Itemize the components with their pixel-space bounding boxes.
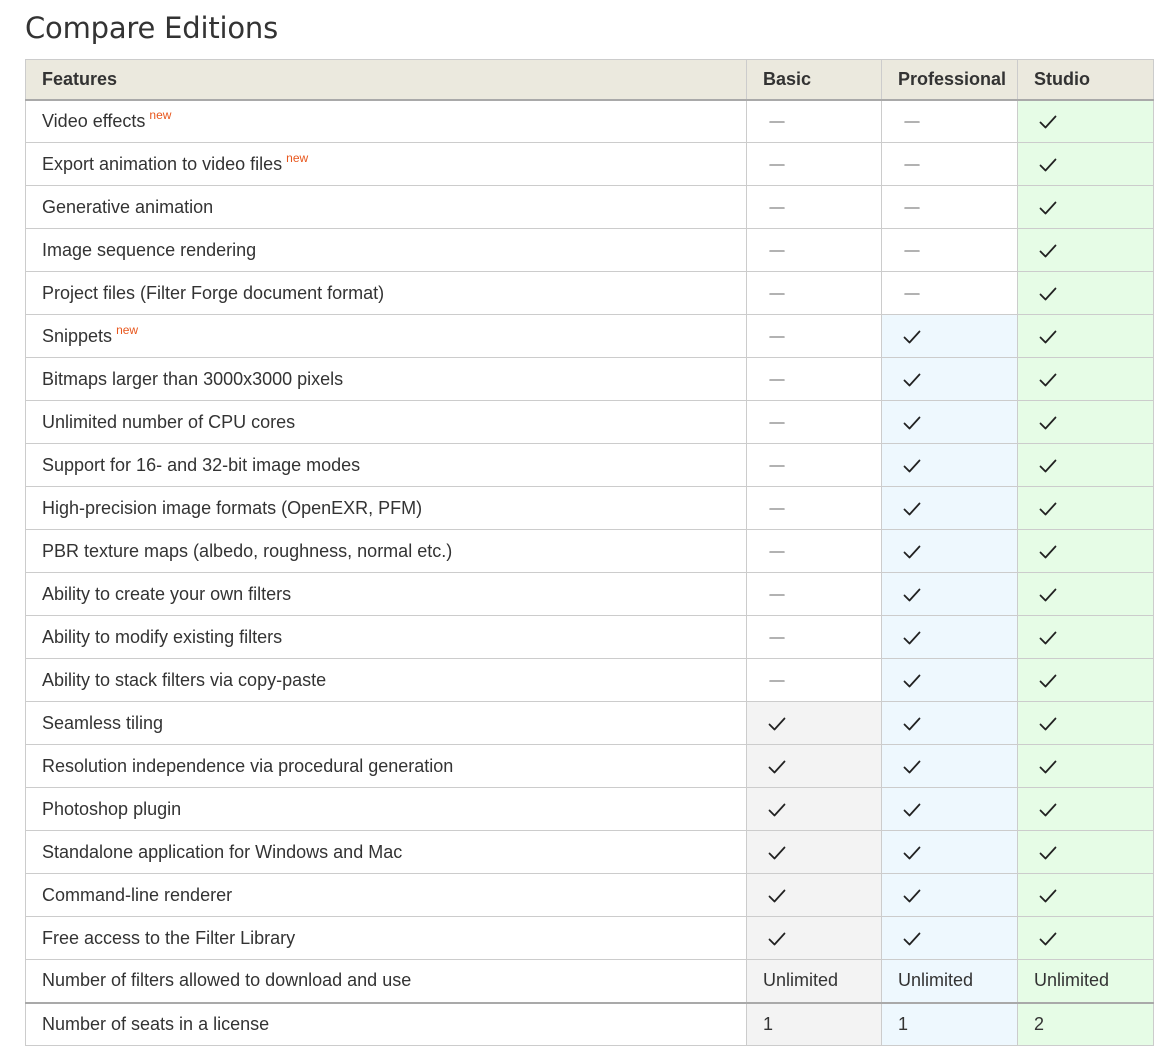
professional-cell [882,487,1018,530]
table-body [26,100,1154,1046]
feature-name: Ability to stack filters via copy-paste [42,669,327,690]
dash-icon [902,241,922,261]
basic-cell [747,401,882,444]
check-icon [767,886,787,906]
dash-icon [767,112,787,132]
professional-cell [882,100,1018,143]
studio-cell [1018,487,1154,530]
header-professional: Professional [882,60,1018,100]
header-basic: Basic [747,60,882,100]
check-icon [1038,112,1058,132]
professional-cell [882,358,1018,401]
feature-name: Command-line renderer [42,884,233,905]
feature-name: Support for 16- and 32-bit image modes [42,454,361,475]
studio-value: Unlimited [1034,970,1110,991]
feature-name: Ability to modify existing filters [42,626,283,647]
check-icon [902,370,922,390]
feature-cell [26,874,747,917]
professional-cell [882,401,1018,444]
basic-cell [747,272,882,315]
check-icon [902,714,922,734]
header-studio: Studio [1018,60,1154,100]
dash-icon [902,198,922,218]
basic-cell [747,100,882,143]
professional-cell [882,444,1018,487]
feature-name: Seamless tiling [42,712,164,733]
studio-cell [1018,616,1154,659]
feature-cell [26,788,747,831]
basic-cell [747,487,882,530]
professional-value: 1 [898,1013,909,1034]
dash-icon [767,628,787,648]
check-icon [902,542,922,562]
check-icon [902,929,922,949]
feature-cell [26,444,747,487]
basic-cell [747,960,882,1003]
check-icon [1038,929,1058,949]
check-icon [902,327,922,347]
feature-name: High-precision image formats (OpenEXR, PFM) [42,497,423,518]
table-row [26,444,1154,487]
new-badge: new [116,322,139,337]
feature-cell [26,960,747,1003]
basic-cell [747,917,882,960]
studio-cell [1018,917,1154,960]
table-row [26,272,1154,315]
table-row [26,831,1154,874]
studio-cell [1018,100,1154,143]
dash-icon [767,198,787,218]
studio-cell [1018,573,1154,616]
basic-cell [747,143,882,186]
studio-cell [1018,702,1154,745]
studio-cell [1018,186,1154,229]
professional-cell [882,659,1018,702]
feature-cell [26,616,747,659]
feature-cell [26,315,747,358]
professional-cell [882,229,1018,272]
table-row [26,702,1154,745]
check-icon [1038,843,1058,863]
professional-cell [882,573,1018,616]
professional-cell [882,530,1018,573]
feature-name: Bitmaps larger than 3000x3000 pixels [42,368,344,389]
feature-cell [26,573,747,616]
check-icon [1038,413,1058,433]
basic-cell [747,229,882,272]
basic-cell [747,358,882,401]
check-icon [902,843,922,863]
dash-icon [767,155,787,175]
check-icon [1038,241,1058,261]
table-row [26,487,1154,530]
studio-cell [1018,444,1154,487]
basic-cell [747,186,882,229]
dash-icon [767,413,787,433]
check-icon [767,843,787,863]
feature-cell [26,831,747,874]
dash-icon [767,327,787,347]
check-icon [902,456,922,476]
table-row [26,186,1154,229]
studio-cell [1018,143,1154,186]
table-row [26,1003,1154,1046]
feature-name: Generative animation [42,196,214,217]
check-icon [1038,671,1058,691]
studio-cell [1018,788,1154,831]
dash-icon [902,155,922,175]
feature-name: Standalone application for Windows and Mac [42,841,403,862]
check-icon [1038,714,1058,734]
basic-cell [747,616,882,659]
professional-cell [882,874,1018,917]
table-row [26,530,1154,573]
basic-value: 1 [763,1013,774,1034]
table-row [26,229,1154,272]
check-icon [1038,284,1058,304]
studio-cell [1018,874,1154,917]
feature-name: Number of filters allowed to download and use [42,970,412,991]
feature-name: Unlimited number of CPU cores [42,411,296,432]
basic-cell [747,788,882,831]
table-row [26,960,1154,1003]
studio-cell [1018,401,1154,444]
feature-cell [26,659,747,702]
check-icon [1038,628,1058,648]
studio-cell [1018,659,1154,702]
check-icon [767,757,787,777]
studio-cell [1018,960,1154,1003]
page-title: Compare Editions [25,11,279,45]
studio-value: 2 [1034,1013,1045,1034]
feature-name: Ability to create your own filters [42,583,292,604]
check-icon [1038,155,1058,175]
feature-cell [26,143,747,186]
check-icon [1038,198,1058,218]
dash-icon [767,370,787,390]
studio-cell [1018,229,1154,272]
feature-cell [26,917,747,960]
feature-name: PBR texture maps (albedo, roughness, normal etc.) [42,540,453,561]
header-features: Features [26,60,747,100]
table-row [26,315,1154,358]
professional-cell [882,702,1018,745]
basic-value: Unlimited [763,970,839,991]
basic-cell [747,874,882,917]
feature-cell [26,487,747,530]
compare-editions-table [25,59,1154,1046]
basic-cell [747,745,882,788]
check-icon [767,800,787,820]
new-badge: new [286,150,309,165]
table-row [26,616,1154,659]
basic-cell [747,702,882,745]
professional-cell [882,745,1018,788]
check-icon [767,929,787,949]
feature-name: Video effects [42,110,146,131]
feature-name: Image sequence rendering [42,239,257,260]
studio-cell [1018,315,1154,358]
check-icon [1038,800,1058,820]
studio-cell [1018,272,1154,315]
feature-cell [26,186,747,229]
feature-cell [26,702,747,745]
basic-cell [747,831,882,874]
professional-cell [882,272,1018,315]
professional-cell [882,143,1018,186]
basic-cell [747,530,882,573]
check-icon [1038,370,1058,390]
check-icon [902,800,922,820]
check-icon [1038,886,1058,906]
studio-cell [1018,358,1154,401]
dash-icon [767,542,787,562]
check-icon [767,714,787,734]
table-row [26,788,1154,831]
studio-cell [1018,1003,1154,1046]
professional-cell [882,315,1018,358]
table-row [26,100,1154,143]
studio-cell [1018,745,1154,788]
check-icon [902,413,922,433]
basic-cell [747,659,882,702]
table-row [26,573,1154,616]
feature-cell [26,745,747,788]
feature-name: Export animation to video files [42,153,283,174]
check-icon [1038,499,1058,519]
check-icon [902,585,922,605]
dash-icon [767,456,787,476]
dash-icon [767,241,787,261]
professional-cell [882,788,1018,831]
feature-cell [26,530,747,573]
feature-name: Snippets [42,325,113,346]
professional-cell [882,960,1018,1003]
dash-icon [767,585,787,605]
table-row [26,401,1154,444]
check-icon [1038,456,1058,476]
feature-cell [26,100,747,143]
check-icon [902,628,922,648]
feature-cell [26,1003,747,1046]
dash-icon [767,499,787,519]
professional-cell [882,186,1018,229]
studio-cell [1018,831,1154,874]
check-icon [1038,542,1058,562]
table-row [26,874,1154,917]
feature-cell [26,358,747,401]
dash-icon [767,671,787,691]
dash-icon [767,284,787,304]
basic-cell [747,573,882,616]
check-icon [902,886,922,906]
check-icon [1038,585,1058,605]
professional-cell [882,1003,1018,1046]
check-icon [902,499,922,519]
table-row [26,358,1154,401]
basic-cell [747,444,882,487]
check-icon [1038,757,1058,777]
feature-cell [26,229,747,272]
feature-name: Photoshop plugin [42,798,182,819]
new-badge: new [149,107,172,122]
table-row [26,917,1154,960]
feature-cell [26,272,747,315]
dash-icon [902,284,922,304]
basic-cell [747,1003,882,1046]
feature-name: Number of seats in a license [42,1013,270,1034]
table-header-row [26,60,1154,100]
table-row [26,745,1154,788]
professional-cell [882,917,1018,960]
studio-cell [1018,530,1154,573]
table-row [26,659,1154,702]
professional-value: Unlimited [898,970,974,991]
professional-cell [882,831,1018,874]
dash-icon [902,112,922,132]
basic-cell [747,315,882,358]
feature-name: Project files (Filter Forge document format) [42,282,385,303]
feature-name: Resolution independence via procedural generation [42,755,454,776]
check-icon [1038,327,1058,347]
feature-cell [26,401,747,444]
table-row [26,143,1154,186]
check-icon [902,757,922,777]
professional-cell [882,616,1018,659]
feature-name: Free access to the Filter Library [42,927,296,948]
check-icon [902,671,922,691]
